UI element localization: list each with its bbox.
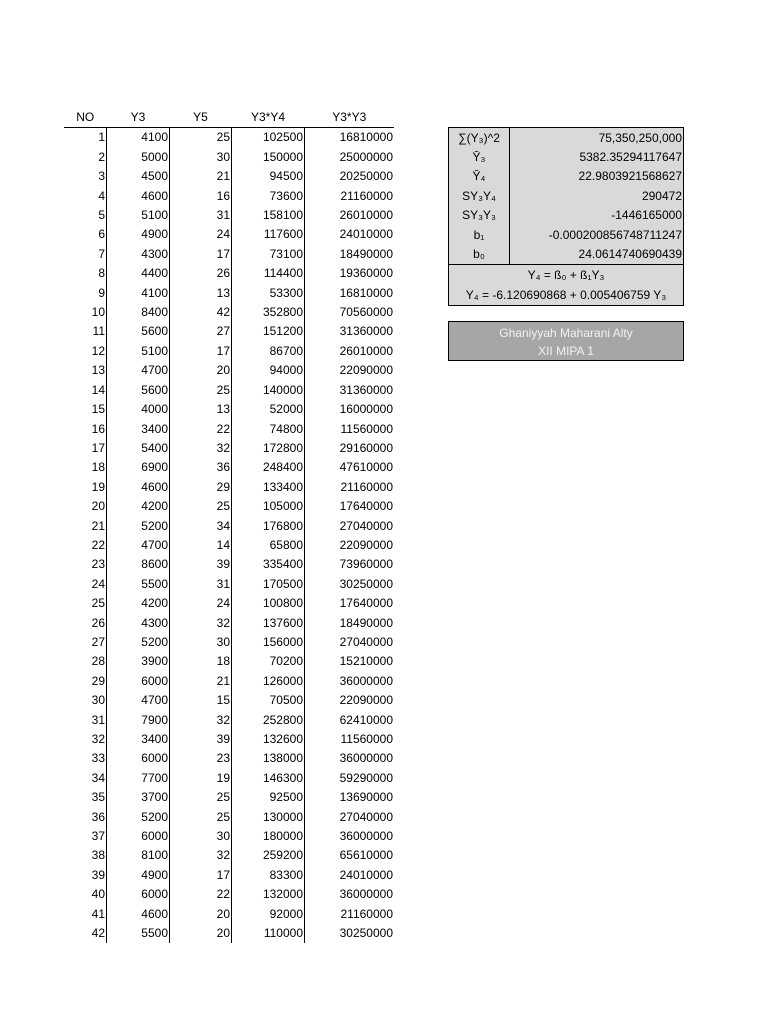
cell-y3y4: 151200 (232, 322, 305, 341)
cell-no: 31 (64, 711, 107, 730)
table-row (64, 322, 394, 341)
cell-y5: 32 (170, 711, 232, 730)
cell-y5: 17 (170, 245, 232, 264)
stats-row (449, 167, 683, 186)
cell-y3y3: 15210000 (339, 654, 393, 669)
table-row (64, 439, 394, 458)
cell-no: 7 (64, 245, 107, 264)
table-body (64, 128, 394, 944)
cell-y5: 17 (170, 342, 232, 361)
cell-y5: 18 (170, 652, 232, 671)
table-row (64, 536, 394, 555)
regression-stats-box (448, 127, 684, 306)
stat-label: Ȳ₄ (449, 167, 510, 186)
cell-y5: 23 (170, 749, 232, 768)
table-row (64, 342, 394, 361)
cell-no: 2 (64, 148, 107, 167)
cell-y3y3: 11560000 (340, 421, 393, 436)
stat-value: 290472 (641, 188, 682, 203)
cell-y3y3: 25000000 (339, 149, 393, 164)
regression-model: Y₄ = ß₀ + ß₁Y₃ (449, 264, 683, 285)
table-row (64, 575, 394, 594)
cell-y3y3: 62410000 (339, 712, 393, 727)
cell-y3: 3400 (107, 730, 170, 749)
cell-y5: 21 (170, 167, 232, 186)
table-row (64, 245, 394, 264)
cell-y3: 5500 (107, 924, 170, 943)
cell-y3: 8600 (107, 555, 170, 574)
cell-y5: 14 (170, 536, 232, 555)
cell-y3: 8400 (107, 303, 170, 322)
cell-y5: 26 (170, 264, 232, 283)
cell-no: 4 (64, 187, 107, 206)
cell-y5: 42 (170, 303, 232, 322)
cell-y3y4: 259200 (232, 846, 305, 865)
cell-y3y3: 13690000 (339, 790, 393, 805)
cell-y3: 6000 (107, 885, 170, 904)
table-row (64, 381, 394, 400)
cell-y5: 20 (170, 361, 232, 380)
cell-y3: 5200 (107, 517, 170, 536)
cell-no: 34 (64, 769, 107, 788)
stats-row (449, 186, 683, 205)
cell-y3y4: 176800 (232, 517, 305, 536)
cell-y5: 32 (170, 846, 232, 865)
cell-no: 23 (64, 555, 107, 574)
cell-y3: 3900 (107, 652, 170, 671)
cell-y3y3: 21160000 (340, 906, 393, 921)
cell-y3y3: 18490000 (339, 246, 393, 261)
cell-y3y3: 36000000 (339, 673, 393, 688)
cell-y5: 13 (170, 400, 232, 419)
cell-y3: 6000 (107, 827, 170, 846)
table-row (64, 769, 394, 788)
cell-no: 14 (64, 381, 107, 400)
cell-y3: 4300 (107, 245, 170, 264)
cell-y3: 4300 (107, 614, 170, 633)
cell-y3y4: 65800 (232, 536, 305, 555)
table-row (64, 128, 394, 148)
data-table (64, 108, 394, 943)
cell-y3: 3400 (107, 420, 170, 439)
table-row (64, 827, 394, 846)
cell-y3y3: 65610000 (339, 848, 393, 863)
cell-no: 15 (64, 400, 107, 419)
cell-y3: 3700 (107, 788, 170, 807)
cell-y3y4: 74800 (232, 420, 305, 439)
stat-value: 22.9803921568627 (578, 169, 682, 184)
cell-y3y4: 130000 (232, 808, 305, 827)
cell-y3: 6000 (107, 672, 170, 691)
cell-y3: 5200 (107, 808, 170, 827)
cell-y3y4: 252800 (232, 711, 305, 730)
table-row (64, 691, 394, 710)
cell-y3y3: 26010000 (339, 343, 393, 358)
stats-row (449, 147, 683, 166)
cell-y3y4: 146300 (232, 769, 305, 788)
cell-y5: 17 (170, 866, 232, 885)
header-no: NO (64, 108, 107, 128)
cell-y3y3: 27040000 (339, 809, 393, 824)
cell-y5: 32 (170, 614, 232, 633)
cell-y3y3: 18490000 (339, 615, 393, 630)
cell-no: 11 (64, 322, 107, 341)
cell-no: 1 (64, 128, 107, 148)
header-y5: Y5 (170, 108, 232, 128)
cell-y3y4: 110000 (232, 924, 305, 943)
cell-no: 12 (64, 342, 107, 361)
cell-y3y3: 70560000 (339, 305, 393, 320)
cell-y3y3: 22090000 (339, 363, 393, 378)
cell-no: 32 (64, 730, 107, 749)
cell-no: 5 (64, 206, 107, 225)
cell-y3: 4200 (107, 594, 170, 613)
cell-y3y4: 53300 (232, 284, 305, 303)
cell-y3y4: 170500 (232, 575, 305, 594)
table-row (64, 478, 394, 497)
cell-y3: 4900 (107, 225, 170, 244)
cell-y3y4: 86700 (232, 342, 305, 361)
cell-y3y4: 94500 (232, 167, 305, 186)
cell-y3: 5100 (107, 342, 170, 361)
cell-y3y4: 132600 (232, 730, 305, 749)
cell-y5: 39 (170, 730, 232, 749)
stat-value: -0.000200856748711247 (548, 227, 682, 242)
cell-y5: 31 (170, 575, 232, 594)
table-row (64, 652, 394, 671)
cell-y3y4: 352800 (232, 303, 305, 322)
cell-y3y3: 24010000 (339, 227, 393, 242)
table-row (64, 633, 394, 652)
table-row (64, 361, 394, 380)
cell-y3y3: 22090000 (339, 693, 393, 708)
table-row (64, 788, 394, 807)
cell-y3: 8100 (107, 846, 170, 865)
cell-y3y4: 172800 (232, 439, 305, 458)
cell-y3: 5400 (107, 439, 170, 458)
cell-no: 36 (64, 808, 107, 827)
table-row (64, 303, 394, 322)
cell-y3: 7900 (107, 711, 170, 730)
cell-no: 40 (64, 885, 107, 904)
table-row (64, 672, 394, 691)
table-row (64, 148, 394, 167)
cell-y5: 21 (170, 672, 232, 691)
cell-y3y3: 17640000 (339, 596, 393, 611)
cell-y3y3: 27040000 (339, 518, 393, 533)
cell-y3y3: 73960000 (339, 557, 393, 572)
cell-no: 28 (64, 652, 107, 671)
cell-y3: 7700 (107, 769, 170, 788)
cell-y3y4: 180000 (232, 827, 305, 846)
stat-value: -1446165000 (611, 208, 682, 223)
table-row (64, 866, 394, 885)
cell-no: 8 (64, 264, 107, 283)
cell-no: 26 (64, 614, 107, 633)
cell-y3: 4700 (107, 361, 170, 380)
cell-y5: 13 (170, 284, 232, 303)
cell-y3y4: 102500 (232, 128, 305, 148)
table-row (64, 749, 394, 768)
cell-y3y3: 30250000 (339, 926, 393, 941)
cell-y3y4: 158100 (232, 206, 305, 225)
cell-no: 18 (64, 458, 107, 477)
cell-y5: 24 (170, 594, 232, 613)
cell-y3y3: 24010000 (339, 867, 393, 882)
table-row (64, 846, 394, 865)
table-row (64, 420, 394, 439)
cell-y3y4: 156000 (232, 633, 305, 652)
cell-y5: 30 (170, 148, 232, 167)
cell-no: 42 (64, 924, 107, 943)
cell-y3y4: 138000 (232, 749, 305, 768)
cell-y5: 25 (170, 497, 232, 516)
table-row (64, 206, 394, 225)
cell-y3y3: 59290000 (339, 770, 393, 785)
stat-value: 5382.35294117647 (579, 150, 682, 165)
table-row (64, 711, 394, 730)
table-row (64, 284, 394, 303)
cell-no: 9 (64, 284, 107, 303)
cell-y5: 30 (170, 633, 232, 652)
table-row (64, 400, 394, 419)
stat-label: Ȳ₃ (449, 147, 510, 166)
cell-no: 35 (64, 788, 107, 807)
cell-y3y3: 36000000 (339, 887, 393, 902)
cell-y5: 32 (170, 439, 232, 458)
cell-y5: 31 (170, 206, 232, 225)
cell-no: 39 (64, 866, 107, 885)
cell-y5: 34 (170, 517, 232, 536)
stats-row (449, 128, 683, 147)
cell-no: 6 (64, 225, 107, 244)
cell-no: 16 (64, 420, 107, 439)
cell-y3y4: 70200 (232, 652, 305, 671)
cell-y3: 5100 (107, 206, 170, 225)
table-row (64, 167, 394, 186)
cell-y5: 24 (170, 225, 232, 244)
cell-y3: 4100 (107, 128, 170, 148)
table-row (64, 808, 394, 827)
table-header-row (64, 108, 394, 128)
cell-no: 13 (64, 361, 107, 380)
cell-y3y4: 126000 (232, 672, 305, 691)
cell-y5: 16 (170, 187, 232, 206)
table-row (64, 517, 394, 536)
cell-y5: 22 (170, 885, 232, 904)
cell-y3: 5500 (107, 575, 170, 594)
stats-row (449, 206, 683, 225)
cell-y3y3: 16810000 (339, 130, 393, 145)
stats-row (449, 225, 683, 244)
cell-y3y4: 150000 (232, 148, 305, 167)
header-y3y3: Y3*Y3 (305, 108, 395, 128)
cell-y3y4: 114400 (232, 264, 305, 283)
header-y3y4: Y3*Y4 (232, 108, 305, 128)
cell-y3y4: 137600 (232, 614, 305, 633)
cell-no: 25 (64, 594, 107, 613)
cell-y5: 25 (170, 808, 232, 827)
cell-y3y4: 132000 (232, 885, 305, 904)
cell-y3: 4600 (107, 478, 170, 497)
cell-y3y3: 27040000 (339, 634, 393, 649)
cell-y3y4: 92500 (232, 788, 305, 807)
cell-y3: 4500 (107, 167, 170, 186)
cell-y3y4: 117600 (232, 225, 305, 244)
cell-y3: 4400 (107, 264, 170, 283)
author-class: XII MIPA 1 (538, 344, 594, 358)
cell-no: 38 (64, 846, 107, 865)
table-row (64, 187, 394, 206)
header-y3: Y3 (107, 108, 170, 128)
cell-y3y4: 73600 (232, 187, 305, 206)
cell-y3y3: 36000000 (339, 751, 393, 766)
cell-no: 33 (64, 749, 107, 768)
cell-y3: 4100 (107, 284, 170, 303)
stat-label: SY₃Y₃ (449, 206, 510, 225)
cell-y5: 19 (170, 769, 232, 788)
cell-no: 10 (64, 303, 107, 322)
table-row (64, 555, 394, 574)
cell-no: 3 (64, 167, 107, 186)
cell-y3: 6900 (107, 458, 170, 477)
table-row (64, 885, 394, 904)
table-row (64, 264, 394, 283)
cell-y3y4: 52000 (232, 400, 305, 419)
table-row (64, 594, 394, 613)
author-name: Ghaniyyah Maharani Alty (499, 326, 633, 340)
stat-value: 75,350,250,000 (598, 130, 682, 145)
cell-y5: 39 (170, 555, 232, 574)
cell-y3y4: 105000 (232, 497, 305, 516)
stats-row (449, 244, 683, 263)
stat-label: SY₃Y₄ (449, 186, 510, 205)
cell-y3y4: 83300 (232, 866, 305, 885)
cell-no: 24 (64, 575, 107, 594)
cell-y5: 25 (170, 381, 232, 400)
stat-value: 24.0614740690439 (578, 247, 682, 262)
cell-y3y3: 31360000 (339, 382, 393, 397)
cell-y3y3: 31360000 (339, 324, 393, 339)
cell-y3y3: 36000000 (339, 829, 393, 844)
cell-y5: 36 (170, 458, 232, 477)
cell-y3y3: 30250000 (339, 576, 393, 591)
cell-y3y4: 140000 (232, 381, 305, 400)
stat-label: ∑(Y₃)^2 (449, 128, 510, 147)
cell-y3: 5200 (107, 633, 170, 652)
table-row (64, 458, 394, 477)
stat-label: b₁ (449, 225, 510, 244)
cell-y3y4: 335400 (232, 555, 305, 574)
cell-y3y3: 47610000 (339, 460, 393, 475)
stat-label: b₀ (449, 244, 510, 263)
cell-y3: 6000 (107, 749, 170, 768)
cell-y3y4: 100800 (232, 594, 305, 613)
cell-y3y4: 70500 (232, 691, 305, 710)
cell-y3: 5600 (107, 322, 170, 341)
cell-no: 27 (64, 633, 107, 652)
cell-y5: 20 (170, 905, 232, 924)
cell-y3: 4600 (107, 905, 170, 924)
cell-y3y3: 19360000 (339, 266, 393, 281)
regression-equation: Y₄ = -6.120690868 + 0.005406759 Y₃ (465, 287, 667, 302)
cell-y3y3: 16810000 (339, 285, 393, 300)
cell-no: 29 (64, 672, 107, 691)
cell-y3y4: 94000 (232, 361, 305, 380)
cell-y3y3: 29160000 (339, 440, 393, 455)
cell-y3: 5000 (107, 148, 170, 167)
cell-y3y3: 11560000 (340, 732, 393, 746)
stats-body (449, 128, 683, 264)
table-row (64, 905, 394, 924)
cell-y3y4: 133400 (232, 478, 305, 497)
cell-no: 20 (64, 497, 107, 516)
cell-y3: 5600 (107, 381, 170, 400)
cell-y5: 27 (170, 322, 232, 341)
cell-no: 19 (64, 478, 107, 497)
author-box (448, 321, 684, 361)
cell-no: 22 (64, 536, 107, 555)
cell-y5: 25 (170, 128, 232, 148)
cell-y3: 4900 (107, 866, 170, 885)
cell-y3y4: 73100 (232, 245, 305, 264)
cell-y5: 29 (170, 478, 232, 497)
cell-y3: 4600 (107, 187, 170, 206)
cell-y3: 4700 (107, 536, 170, 555)
cell-no: 17 (64, 439, 107, 458)
table-row (64, 225, 394, 244)
cell-y3y4: 92000 (232, 905, 305, 924)
cell-y3y4: 248400 (232, 458, 305, 477)
table-row (64, 614, 394, 633)
cell-y3y3: 26010000 (339, 208, 393, 223)
cell-y3y3: 22090000 (339, 537, 393, 552)
cell-no: 21 (64, 517, 107, 536)
cell-y3y3: 20250000 (339, 169, 393, 184)
cell-y3y3: 21160000 (340, 188, 393, 203)
cell-y3: 4000 (107, 400, 170, 419)
cell-y5: 20 (170, 924, 232, 943)
cell-no: 37 (64, 827, 107, 846)
cell-y3y3: 16000000 (339, 402, 393, 417)
table-row (64, 924, 394, 943)
cell-y5: 15 (170, 691, 232, 710)
cell-y5: 22 (170, 420, 232, 439)
cell-y5: 30 (170, 827, 232, 846)
cell-y3y3: 21160000 (340, 479, 393, 494)
cell-y3y3: 17640000 (339, 499, 393, 514)
cell-y3: 4200 (107, 497, 170, 516)
cell-y5: 25 (170, 788, 232, 807)
cell-y3: 4700 (107, 691, 170, 710)
cell-no: 41 (64, 905, 107, 924)
table-row (64, 497, 394, 516)
cell-no: 30 (64, 691, 107, 710)
table-row (64, 730, 394, 749)
